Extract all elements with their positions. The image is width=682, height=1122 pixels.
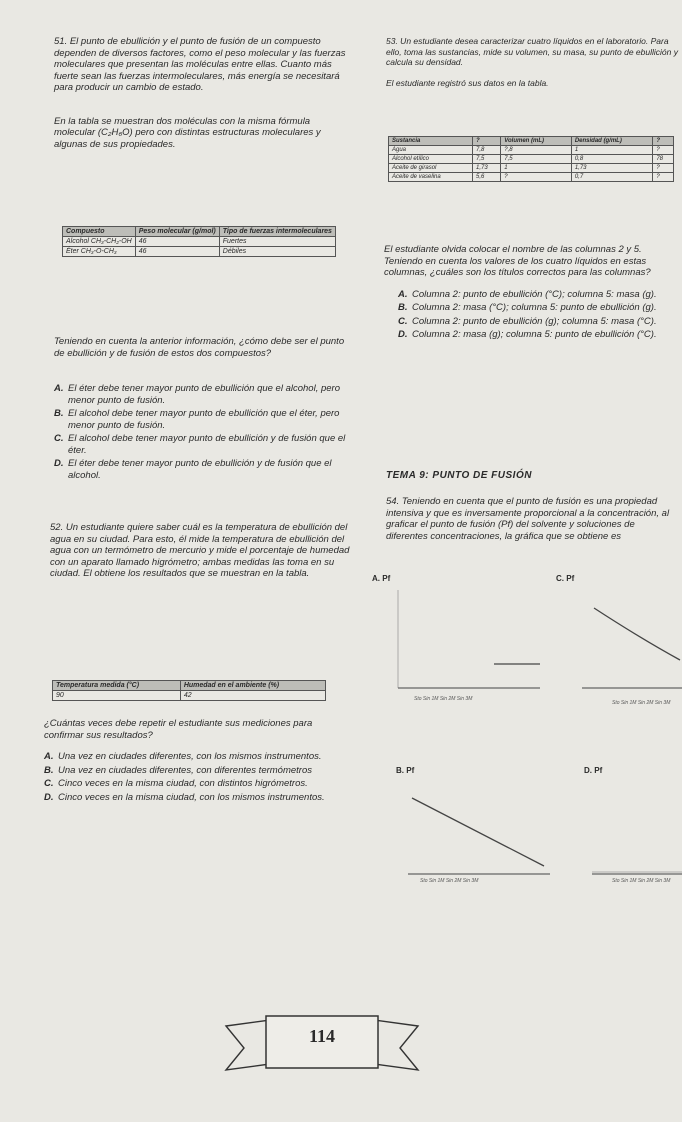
table-row: 90 42 [53, 691, 326, 701]
page-number: 114 [308, 1026, 335, 1046]
q52-option-a[interactable]: A. Una vez en ciudades diferentes, con los mismos instrumentos. [44, 751, 322, 762]
q51-options [54, 383, 350, 481]
table-row: Alcohol etílico 7,5 7,5 0,8 78 [389, 155, 674, 164]
table-row: Éter CH₃-O-CH₃ 46 Débiles [63, 247, 336, 257]
graph-c-label: C. Pf [556, 574, 575, 583]
q52-option-d[interactable]: D. Cinco veces en la misma ciudad, con los mismos instrumentos. [44, 791, 325, 803]
q53-options [384, 289, 676, 341]
q53-option-b[interactable]: B. Columna 2: masa (°C); columna 5: punto de ebullición (g). [398, 302, 657, 313]
q53-table: Sustancia ? Volumen (mL) Densidad (g/mL) ? Agua 7,8 ?,8 1 ? Alcohol etílico 7,5 7,5 0,8 78 Aceite de girasol 1,73 1 1,73 ? Aceite de vaselina 5,6 ? 0,7 ? [388, 136, 674, 182]
q52-th-0: Temperatura medida (°C) [53, 681, 181, 691]
q51-th-2: Tipo de fuerzas intermoleculares [219, 227, 335, 237]
graph-b-line [412, 798, 544, 866]
graph-c-curve [594, 608, 680, 660]
graph-d-label: D. Pf [584, 766, 603, 775]
graph-a[interactable] [394, 588, 544, 692]
q52-th-1: Humedad en el ambiente (%) [180, 681, 325, 691]
q53-question: El estudiante olvida colocar el nombre de las columnas 2 y 5. Teniendo en cuenta los valores de los cuatro líquidos en estas columnas, ¿cuáles son los títulos correctos para las columnas? [384, 244, 651, 278]
q52-question: ¿Cuántas veces debe repetir el estudiante sus mediciones para confirmar sus resultados? [44, 718, 313, 741]
q51-option-a[interactable]: A. El éter debe tener mayor punto de ebullición que el alcohol, pero menor punto de fusión. [54, 383, 340, 406]
graph-c-xlabels: Sto Sin 1M Sin 2M Sin 3M [612, 700, 671, 706]
table-row: Agua 7,8 ?,8 1 ? [389, 146, 674, 155]
graph-d-xlabels: Sto Sin 1M Sin 2M Sin 3M [612, 878, 671, 884]
section-heading: TEMA 9: PUNTO DE FUSIÓN [386, 470, 532, 481]
q53-option-c[interactable]: C. Columna 2: punto de ebullición (g); columna 5: masa (°C). [398, 315, 657, 327]
q51-option-b[interactable]: B. El alcohol debe tener mayor punto de ebullición que el éter, pero menor punto de fusión. [54, 408, 340, 431]
graph-d[interactable] [590, 778, 682, 878]
q54-intro: 54. Teniendo en cuenta que el punto de fusión es una propiedad intensiva y que es inversamente proporcional a la concentración, al graficar el punto de fusión (Pf) del solvente y soluciones de diferentes concentraciones, la gráfica que se obtiene es [386, 496, 670, 542]
question-53 [386, 36, 678, 89]
q52-intro: 52. Un estudiante quiere saber cuál es la temperatura de ebullición del agua en su ciudad. Para esto, él mide la temperatura de ebullición del agua con un termómetro de mercurio y mide el porcentaje de humedad con un aparato llamado higrómetro; ambas medidas las toma en su ciudad. El obtiene los resultados que se muestran en la tabla. [50, 522, 350, 579]
q53-question-block [384, 244, 676, 343]
question-54 [386, 496, 678, 542]
graph-a-xlabels: Sto Sin 1M Sin 2M Sin 3M [414, 696, 473, 702]
q51-option-d[interactable]: D. El éter debe tener mayor punto de ebullición y de fusión que el alcohol. [54, 458, 332, 481]
graph-b-xlabels: Sto Sin 1M Sin 2M Sin 3M [420, 878, 479, 884]
q51-question-block [54, 336, 350, 483]
q53-context: El estudiante registró sus datos en la tabla. [386, 77, 549, 88]
graph-b[interactable] [404, 778, 554, 878]
question-51 [54, 36, 350, 150]
graph-c[interactable] [580, 588, 682, 692]
table-row: Aceite de girasol 1,73 1 1,73 ? [389, 164, 674, 173]
q51-context: En la tabla se muestran dos moléculas con la misma fórmula molecular (C₂H₆O) pero con distintas estructuras moleculares y algunas de sus propiedades. [54, 115, 321, 150]
q52-table [52, 680, 326, 701]
q53-option-a[interactable]: A. Columna 2: punto de ebullición (°C); columna 5: masa (g). [398, 288, 657, 300]
q52-options [44, 751, 344, 803]
q53-intro: 53. Un estudiante desea caracterizar cuatro líquidos en el laboratorio. Para ello, toma las sustancias, mide su volumen, su masa, su punto de ebullición y calcula su densidad. [386, 36, 678, 67]
q51-option-c[interactable]: C. El alcohol debe tener mayor punto de ebullición y de fusión que el éter. [54, 433, 346, 456]
table-row: Alcohol CH₃-CH₂-OH 46 Fuertes [63, 237, 336, 247]
q51-intro: 51. El punto de ebullición y el punto de fusión de un compuesto dependen de diversos factores, como el peso molecular y las fuerzas moleculares que presentan las moléculas entre ellas. Cuanto más fuerte sean las fuerzas intermoleculares, más energía se necesitará para producir un cambio de estado. [54, 36, 346, 93]
q51-th-1: Peso molecular (g/mol) [135, 227, 219, 237]
q52-option-b[interactable]: B. Una vez en ciudades diferentes, con diferentes termómetros [44, 764, 312, 776]
question-52 [50, 522, 350, 580]
q53-option-d[interactable]: D. Columna 2: masa (g); columna 5: punto de ebullición (°C). [398, 329, 657, 340]
graph-a-label: A. Pf [372, 574, 391, 583]
q51-question: Teniendo en cuenta la anterior información, ¿cómo debe ser el punto de ebullición y de fusión de estos dos compuestos? [54, 336, 345, 359]
q52-option-c[interactable]: C. Cinco veces en la misma ciudad, con distintos higrómetros. [44, 778, 308, 789]
q51-table [62, 226, 336, 257]
graph-b-label: B. Pf [396, 766, 415, 775]
q52-question-block [44, 718, 344, 805]
table-row: Aceite de vaselina 5,6 ? 0,7 ? [389, 173, 674, 182]
q51-th-0: Compuesto [63, 227, 136, 237]
